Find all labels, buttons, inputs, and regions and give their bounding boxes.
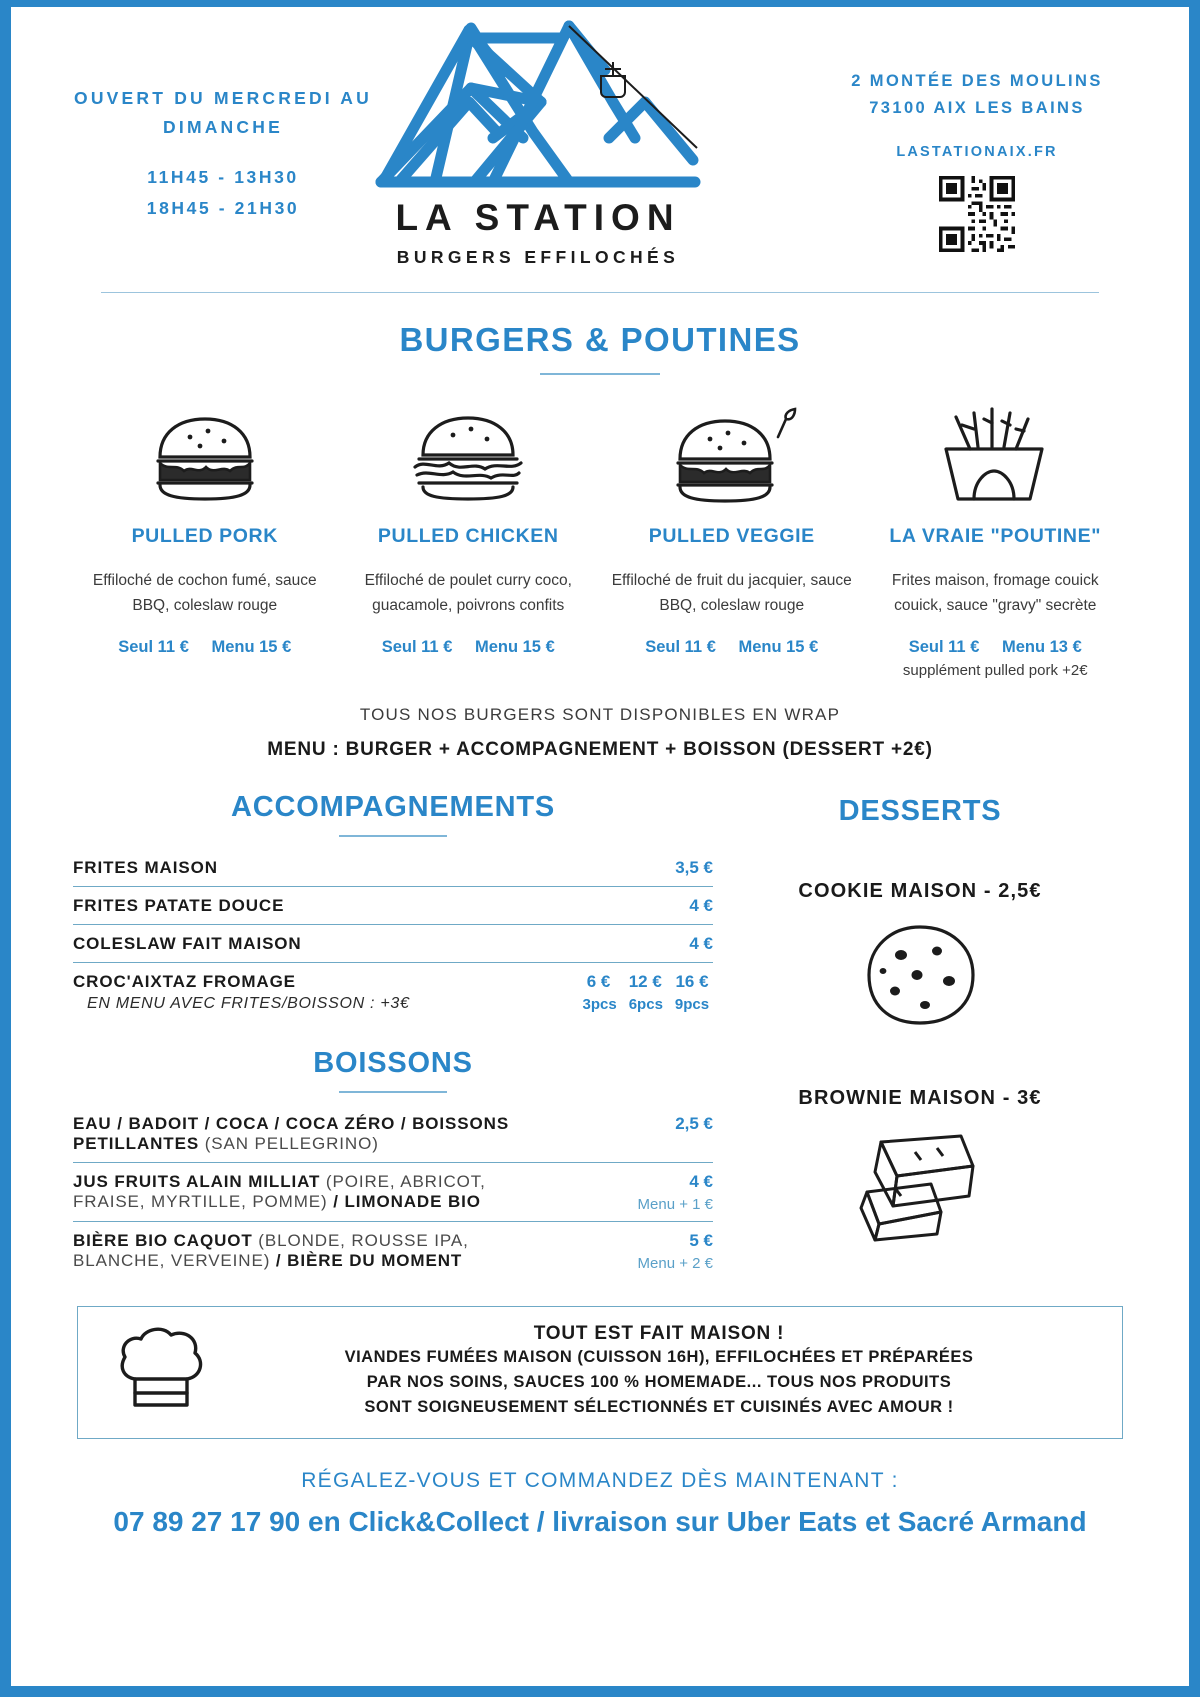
burger-price-menu: Menu 15 € (474, 638, 555, 656)
brand-name: LA STATION (395, 197, 681, 238)
table-row[interactable] (73, 887, 713, 925)
accompagnements-title: ACCOMPAGNEMENTS (230, 791, 556, 823)
accompagnements-table (73, 849, 713, 1021)
burgers-list (73, 401, 1127, 679)
homemade-heading: TOUT EST FAIT MAISON ! (533, 1323, 785, 1344)
dessert-name: BROWNIE MAISON - 3€ (798, 1087, 1042, 1109)
burger-icon (403, 409, 533, 505)
accompagnements-underline (339, 835, 447, 837)
drink-price: 5 € (689, 1231, 713, 1250)
footer-contact[interactable]: 07 89 27 17 90 en Click&Collect / livraison sur Uber Eats et Sacré Armand (113, 1506, 1087, 1537)
homemade-line-1: VIANDES FUMÉES MAISON (CUISSON 16H), EFFILOCHÉES ET PRÉPARÉES (344, 1348, 974, 1366)
item-name: CROC'AIXTAZ FROMAGE (73, 972, 296, 991)
desserts-title: DESSERTS (838, 795, 1002, 827)
item-price: 3,5 € (675, 858, 713, 877)
header-divider (101, 292, 1099, 293)
drink-variants: (POIRE, ABRICOT, FRAISE, MYRTILLE, POMME) (73, 1172, 486, 1211)
table-row[interactable] (73, 849, 713, 887)
dessert-name: COOKIE MAISON - 2,5€ (798, 880, 1042, 902)
item-name: FRITES MAISON (73, 858, 218, 877)
drink-variants: (SAN PELLEGRINO) (199, 1134, 379, 1153)
bottom-accent-bar (11, 1686, 1189, 1697)
item-price: 4 € (529, 887, 713, 925)
table-row-croc[interactable] (73, 963, 713, 1022)
burger-name: LA VRAIE "POUTINE" (889, 525, 1102, 547)
burger-price-menu: Menu 13 € (1001, 638, 1082, 656)
drink-menu-supplement: Menu + 1 € (637, 1196, 713, 1213)
burgers-section-title: BURGERS & POUTINES (399, 321, 801, 358)
footer-call-to-action: RÉGALEZ-VOUS ET COMMANDEZ DÈS MAINTENANT : (301, 1469, 899, 1492)
burger-card-pulled-veggie[interactable] (600, 401, 864, 679)
croc-price-3pcs: 6 € (586, 972, 611, 991)
drink-name: JUS FRUITS ALAIN MILLIAT (73, 1172, 321, 1191)
desserts-section (713, 791, 1127, 1280)
website-url[interactable]: LASTATIONAIX.FR (896, 144, 1058, 160)
drink-variants: (BLONDE, ROUSSE IPA, BLANCHE, VERVEINE) (73, 1231, 469, 1270)
item-name: COLESLAW FAIT MAISON (73, 925, 529, 963)
qr-code-icon[interactable] (939, 176, 1015, 252)
address-line-1: 2 MONTÉE DES MOULINS (851, 72, 1103, 90)
burger-card-pulled-pork[interactable] (73, 401, 337, 679)
table-row[interactable] (73, 1105, 713, 1163)
drink-price: 2,5 € (675, 1114, 713, 1133)
brownie-icon (845, 1126, 995, 1246)
burger-price-menu: Menu 15 € (211, 638, 292, 656)
burger-name: PULLED VEGGIE (648, 525, 815, 547)
dessert-brownie[interactable] (713, 1087, 1127, 1246)
burger-veggie-icon (662, 407, 802, 507)
burger-description: Effiloché de fruit du jacquier, sauce BBQ, coleslaw rouge (611, 572, 852, 614)
burger-card-pulled-chicken[interactable] (337, 401, 601, 679)
burger-description: Effiloché de poulet curry coco, guacamole, poivrons confits (364, 572, 572, 614)
burger-price-single: Seul 11 € (645, 638, 716, 656)
burger-price-single: Seul 11 € (118, 638, 189, 656)
drink-name: BIÈRE BIO CAQUOT (73, 1231, 253, 1250)
cookie-icon (855, 919, 985, 1031)
croc-price-9pcs: 16 € (675, 972, 709, 991)
burgers-title-underline (540, 373, 660, 375)
item-subnote: EN MENU AVEC FRITES/BOISSON : +3€ (87, 995, 410, 1012)
homemade-notice-box (77, 1306, 1123, 1439)
wrap-availability-note: TOUS NOS BURGERS SONT DISPONIBLES EN WRAP (359, 705, 841, 724)
burger-description: Frites maison, fromage couick couick, sauce "gravy" secrète (891, 572, 1099, 614)
address-block (827, 58, 1127, 252)
burger-icon (146, 409, 264, 505)
homemade-line-3: SONT SOIGNEUSEMENT SÉLECTIONNÉS ET CUISINÉS AVEC AMOUR ! (364, 1398, 954, 1416)
croc-unit-3pcs: 3pcs (582, 996, 617, 1013)
burger-description: Effiloché de cochon fumé, sauce BBQ, coleslaw rouge (92, 572, 317, 614)
header (73, 0, 1127, 268)
fries-basket-icon (930, 405, 1060, 509)
burger-price-single: Seul 11 € (381, 638, 453, 656)
mountain-cablecar-logo-icon (373, 10, 703, 195)
croc-price-6pcs: 12 € (628, 972, 662, 991)
table-row[interactable] (73, 1163, 713, 1222)
burger-price-menu: Menu 15 € (738, 638, 819, 656)
drink-price: 4 € (689, 1172, 713, 1191)
croc-unit-6pcs: 6pcs (628, 996, 663, 1013)
hours-title: OUVERT DU MERCREDI AU DIMANCHE (74, 88, 372, 137)
menu-composition-note: MENU : BURGER + ACCOMPAGNEMENT + BOISSON (DESSERT +2€) (267, 739, 933, 760)
burger-extra-note: supplément pulled pork +2€ (902, 662, 1088, 679)
drink-name-alt: / LIMONADE BIO (327, 1192, 481, 1211)
hours-lunch: 11H45 - 13H30 (147, 167, 299, 187)
address-line-2: 73100 AIX LES BAINS (869, 99, 1085, 117)
boissons-table (73, 1105, 713, 1280)
table-row[interactable] (73, 925, 713, 963)
homemade-line-2: PAR NOS SOINS, SAUCES 100 % HOMEMADE... TOUS NOS PRODUITS (366, 1373, 952, 1391)
burger-card-poutine[interactable] (864, 401, 1128, 679)
boissons-title: BOISSONS (313, 1047, 473, 1079)
item-name: FRITES PATATE DOUCE (73, 887, 529, 925)
item-price: 4 € (529, 925, 713, 963)
drink-name: EAU / BADOIT / COCA / COCA ZÉRO / BOISSONS PETILLANTES (73, 1114, 510, 1153)
hours-dinner: 18H45 - 21H30 (146, 198, 300, 218)
opening-hours-block (73, 58, 373, 224)
table-row[interactable] (73, 1222, 713, 1281)
brand-tagline: BURGERS EFFILOCHÉS (396, 247, 680, 267)
burger-name: PULLED CHICKEN (377, 525, 559, 547)
drink-name-alt: / BIÈRE DU MOMENT (270, 1251, 463, 1270)
boissons-underline (339, 1091, 447, 1093)
drink-menu-supplement: Menu + 2 € (637, 1255, 713, 1272)
burger-name: PULLED PORK (131, 525, 278, 547)
croc-unit-9pcs: 9pcs (674, 996, 710, 1013)
logo (373, 10, 703, 268)
chef-hat-icon (115, 1323, 207, 1415)
dessert-cookie[interactable] (713, 880, 1127, 1031)
burger-price-single: Seul 11 € (908, 638, 980, 656)
